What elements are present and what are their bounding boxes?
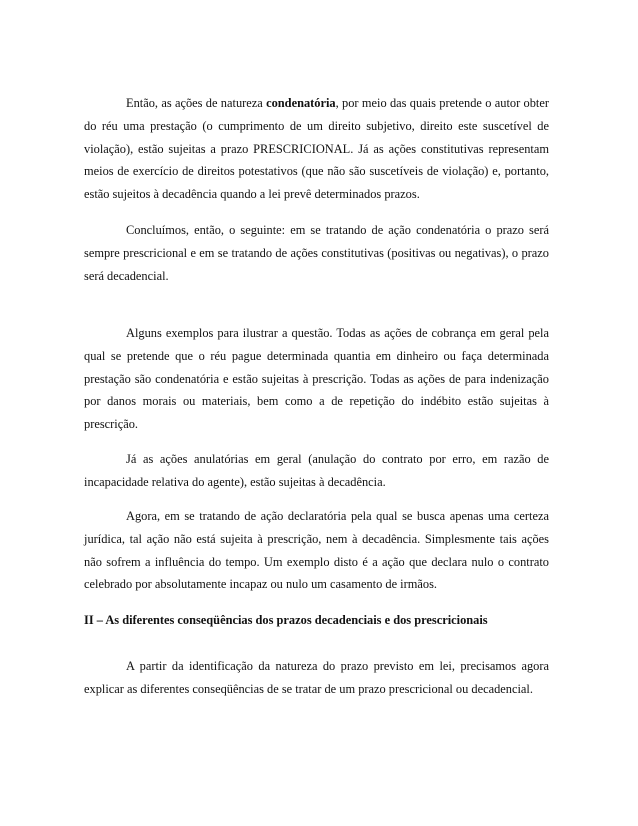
paragraph-conclusao: Concluímos, então, o seguinte: em se tratando de ação condenatória o prazo será sempre prescricional e em se tratando de ações constitutivas (positivas ou negativas), o prazo será decadencial. (84, 223, 549, 283)
paragraph-text-rest: , por meio das quais pretende o autor obter do réu uma prestação (o cumprimento de um direito subjetivo, direito este suscetível de violação), estão sujeitas a prazo PRESCRICIONAL. Já as ações constitutivas representam meios de exercício de direitos potestativos (que não são suscetíveis de violação) e, portanto, estão sujeitos à decadência quando a lei prevê determinados prazos. (84, 96, 550, 202)
paragraph-natureza-condenatoria (84, 92, 549, 206)
section-heading: II – As diferentes conseqüências dos prazos decadenciais e dos prescricionais (84, 613, 488, 627)
paragraph-text-start: Então, as ações de natureza (126, 96, 267, 110)
bold-term-condenatoria: condenatória (266, 96, 336, 110)
paragraph-consequencias: A partir da identificação da natureza do prazo previsto em lei, precisamos agora explicar as diferentes conseqüências de se tratar de um prazo prescricional ou decadencial. (84, 659, 549, 696)
paragraph-acoes-anulatorias: Já as ações anulatórias em geral (anulação do contrato por erro, em razão de incapacidade relativa do agente), estão sujeitas à decadência. (84, 452, 549, 489)
paragraph-exemplos: Alguns exemplos para ilustrar a questão. Todas as ações de cobrança em geral pela qual se pretende que o réu pague determinada quantia em dinheiro ou faça determinada prestação são condenatória e estão sujeitas à prescrição. Todas as ações de para indenização por danos morais ou materiais, bem como a de repetição do indébito estão sujeitas à prescrição. (84, 326, 549, 432)
paragraph-acao-declaratoria: Agora, em se tratando de ação declaratória pela qual se busca apenas uma certeza jurídica, tal ação não está sujeita à prescrição, nem à decadência. Simplesmente tais ações não sofrem a influência do tempo. Um exemplo disto é a ação que declara nulo o contrato celebrado por absolutamente incapaz ou nulo um casamento de irmãos. (84, 509, 549, 592)
